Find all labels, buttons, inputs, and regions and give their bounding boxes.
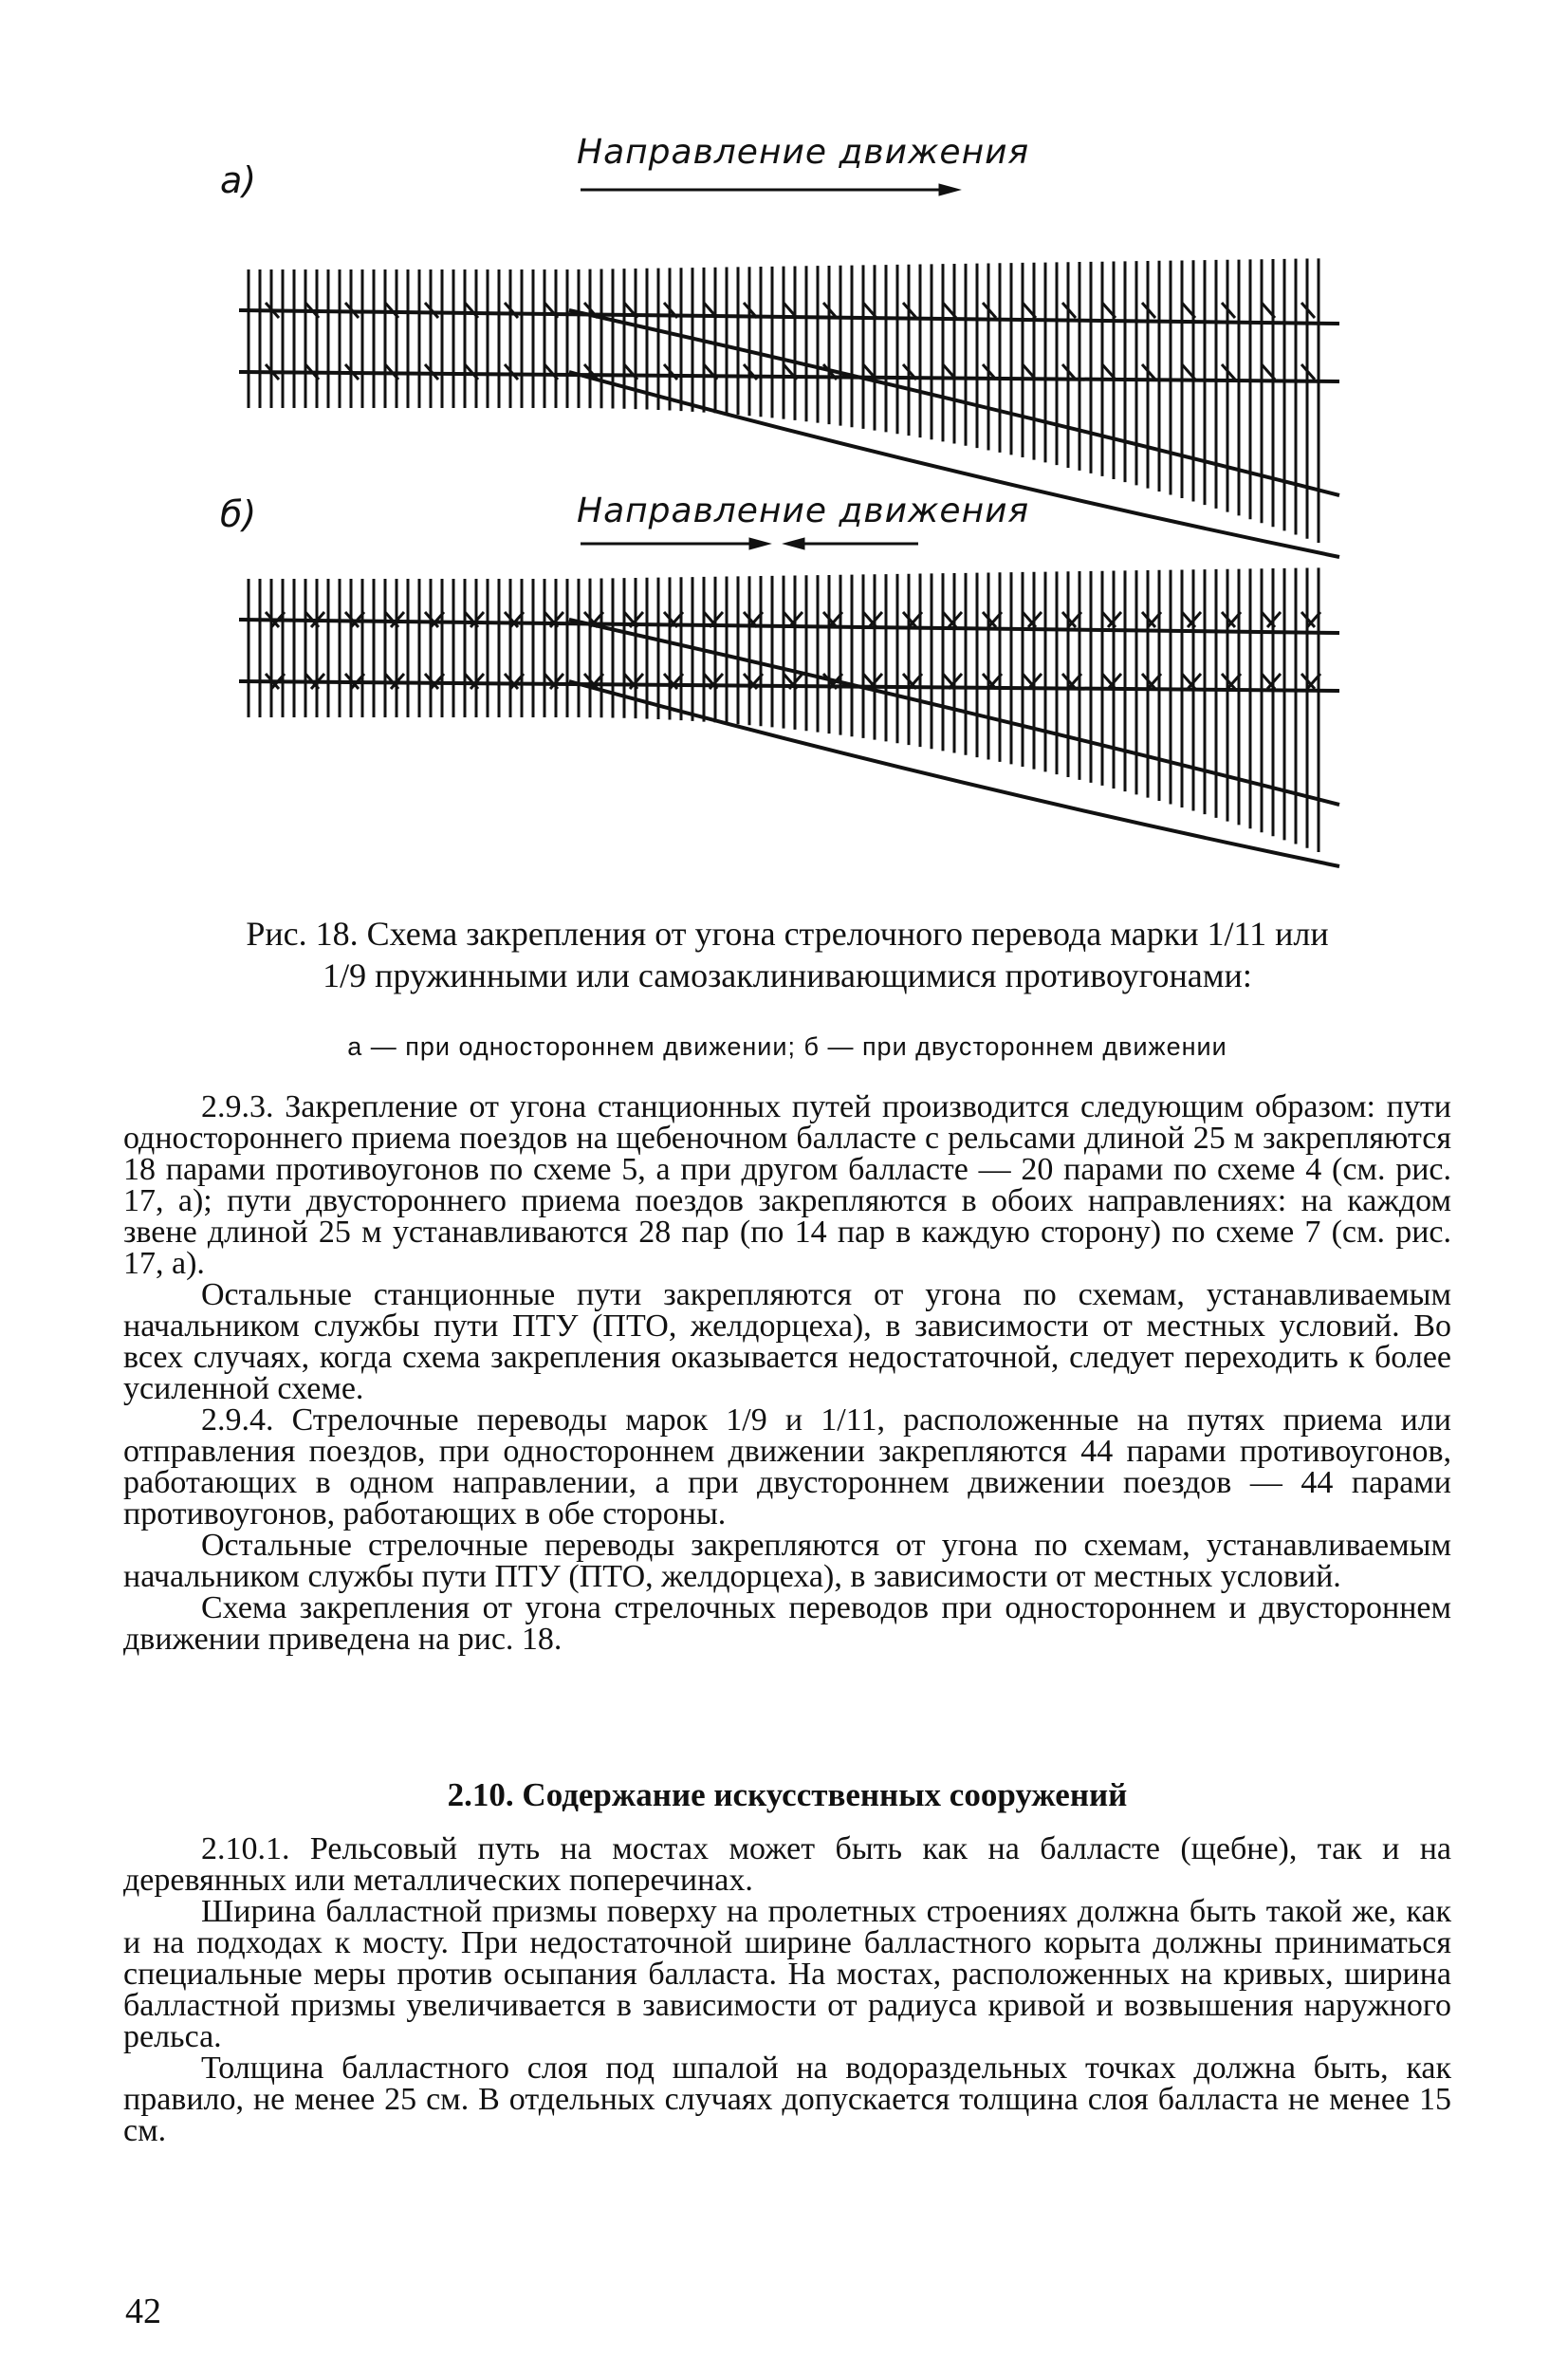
turnout-diagram-b [239, 567, 1339, 866]
figure-caption: Рис. 18. Схема закрепления от угона стрелочного перевода марки 1/11 или 1/9 пружинными или самозаклинивающимися противоугонами: [246, 915, 1329, 994]
turnout-diagram-a [239, 258, 1339, 557]
rail-straight [239, 372, 1339, 381]
direction-arrow-a [581, 184, 960, 195]
page-number: 42 [125, 2292, 161, 2331]
paragraph: 2.9.4. Стрелочные переводы марок 1/9 и 1/11, расположенные на путях приема или отправления поездов, при одностороннем движении закрепляются 44 парами противоугонов, работающих в одном направлении, а при двустороннем движении поездов — 44 парами противоугонов, работающих в обе стороны. [123, 1402, 1451, 1531]
diagram-b-label: б) [220, 493, 257, 535]
paragraph: Остальные станционные пути закрепляются от угона по схемам, устанавливаемым начальником службы пути ПТУ (ПТО, желдорцеха), в зависимости от местных условий. Во всех случаях, когда схема закрепления оказывается недостаточной, следует переходить к более усиленной схеме. [123, 1277, 1451, 1406]
diagram-b-direction-label: Направление движения [577, 492, 1030, 530]
diagram-a-label: а) [220, 159, 257, 201]
section-2-10-text [123, 1833, 1451, 2146]
diagram-a-direction-label: Направление движения [577, 133, 1030, 172]
paragraph: Схема закрепления от угона стрелочных переводов при одностороннем и двустороннем движении приведена на рис. 18. [123, 1590, 1451, 1657]
section-heading: 2.10. Содержание искусственных сооружений [447, 1776, 1128, 1813]
paragraph: Остальные стрелочные переводы закрепляются от угона по схемам, устанавливаемым начальником службы пути ПТУ (ПТО, желдорцеха), в зависимости от местных условий. [123, 1528, 1451, 1594]
rail-straight [239, 310, 1339, 324]
section-2-9-text [123, 1091, 1451, 1655]
direction-arrow-b-right [581, 538, 770, 549]
paragraph: Толщина балластного слоя под шпалой на водораздельных точках должна быть, как правило, не менее 25 см. В отдельных случаях допускается толщина слоя балласта не менее 15 см. [123, 2051, 1451, 2148]
rail-straight [239, 681, 1339, 691]
direction-arrow-b-left [784, 538, 918, 549]
turnout-diagrams [0, 0, 1568, 911]
paragraph: 2.10.1. Рельсовый путь на мостах может быть как на балласте (щебне), так и на деревянных или металлических поперечинах. [123, 1831, 1451, 1898]
figure-caption-legend: а — при одностороннем движении; б — при двустороннем движении [347, 1032, 1227, 1061]
paragraph: 2.9.3. Закрепление от угона станционных путей производится следующим образом: пути одностороннего приема поездов на щебеночном балласте с рельсами длиной 25 м закрепляются 18 парами противоугонов по схеме 5, а при другом балласте — 20 парами по схеме 4 (см. рис. 17, а); пути двустороннего приема поездов закрепляются в обоих направлениях: на каждом звене длиной 25 м устанавливаются 28 пар (по 14 пар в каждую сторону) по схеме 7 (см. рис. 17, а). [123, 1089, 1451, 1281]
paragraph: Ширина балластной призмы поверху на пролетных строениях должна быть такой же, как и на подходах к мосту. При недостаточной ширине балластного корыта должны приниматься специальные меры против осыпания балласта. На мостах, расположенных на кривых, ширина балластной призмы увеличивается в зависимости от радиуса кривой и возвышения наружного рельса. [123, 1894, 1451, 2054]
